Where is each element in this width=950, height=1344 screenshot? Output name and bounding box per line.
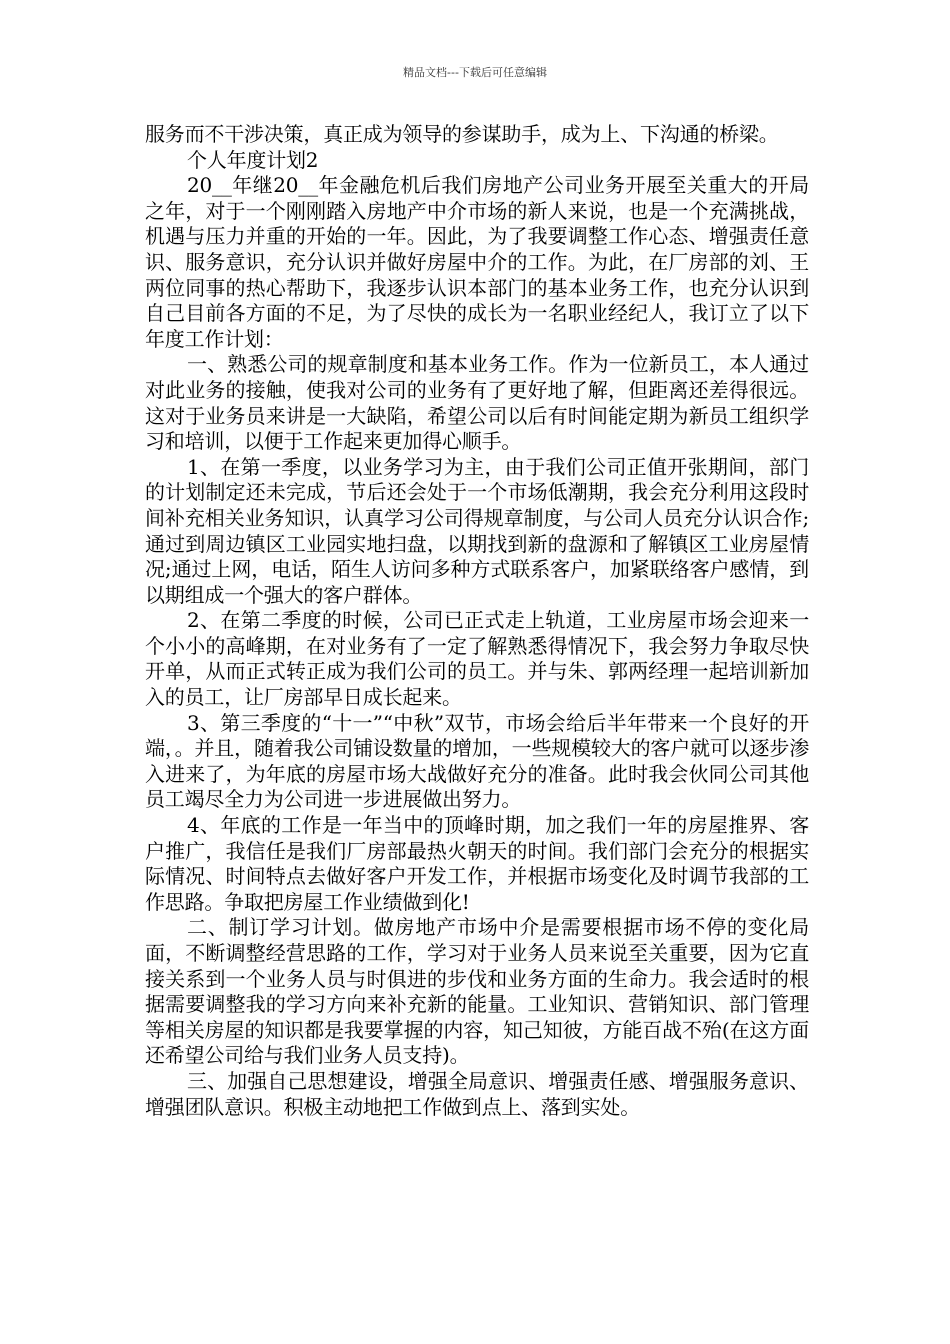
section-title: 个人年度计划2 (187, 147, 319, 172)
paragraph-quarter-one: 1、在第一季度，以业务学习为主，由于我们公司正值开张期间，部门的计划制定还未完成，节后还会处于一个市场低潮期，我会充分利用这段时间补充相关业务知识，认真学习公司得规章制度，与公司人员充分认识合作;通过到周边镇区工业园实地扫盘，以期找到新的盘源和了解镇区工业房屋情况;通过上网，电话，陌生人访问多种方式联系客户，加紧联络客户感情，到以期组成一个强大的客户群体。 (145, 454, 809, 607)
paragraph-quarter-three: 3、第三季度的“十一”“中秋”双节，市场会给后半年带来一个良好的开端，。并且，随着我公司铺设数量的增加，一些规模较大的客户就可以逐步渗入进来了，为年底的房屋市场大战做好充分的准备。此时我会伙同公司其他员工竭尽全力为公司进一步进展做出努力。 (145, 710, 809, 812)
paragraph-quarter-two: 2、在第二季度的时候，公司已正式走上轨道，工业房屋市场会迎来一个小小的高峰期，在对业务有了一定了解熟悉得情况下，我会努力争取尽快开单，从而正式转正成为我们公司的员工。并与朱、郭两经理一起培训新加入的员工，让厂房部早日成长起来。 (145, 608, 809, 710)
page-header: 精品文档---下载后可任意编辑 (403, 66, 547, 79)
paragraph-point-three: 三、加强自己思想建设，增强全局意识、增强责任感、增强服务意识、增强团队意识。积极主动地把工作做到点上、落到实处。 (145, 1068, 809, 1119)
document-body (145, 122, 809, 1120)
paragraph-continuation: 服务而不干涉决策，真正成为领导的参谋助手，成为上、下沟通的桥梁。 (145, 122, 779, 146)
paragraph-intro: 20__年继20__年金融危机后我们房地产公司业务开展至关重大的开局之年，对于一个刚刚踏入房地产中介市场的新人来说，也是一个充满挑战，机遇与压力并重的开始的一年。因此，为了我要调整工作心态、增强责任意识、服务意识，充分认识并做好房屋中介的工作。为此，在厂房部的刘、王两位同事的热心帮助下，我逐步认识本部门的基本业务工作，也充分认识到自己目前各方面的不足，为了尽快的成长为一名职业经纪人，我订立了以下年度工作计划： (145, 173, 809, 351)
paragraph-point-one: 一、熟悉公司的规章制度和基本业务工作。作为一位新员工，本人通过对此业务的接触，使我对公司的业务有了更好地了解，但距离还差得很远。这对于业务员来讲是一大缺陷，希望公司以后有时间能定期为新员工组织学习和培训，以便于工作起来更加得心顺手。 (145, 352, 809, 454)
paragraph-quarter-four: 4、年底的工作是一年当中的顶峰时期，加之我们一年的房屋推界、客户推广，我信任是我们厂房部最热火朝天的时间。我们部门会充分的根据实际情况、时间特点去做好客户开发工作，并根据市场变化及时调节我部的工作思路。争取把房屋工作业绩做到化! (145, 813, 809, 914)
paragraph-point-two: 二、制订学习计划。做房地产市场中介是需要根据市场不停的变化局面，不断调整经营思路的工作，学习对于业务人员来说至关重要，因为它直接关系到一个业务人员与时俱进的步伐和业务方面的生命力。我会适时的根据需要调整我的学习方向来补充新的能量。工业知识、营销知识、部门管理等相关房屋的知识都是我要掌握的内容，知己知彼，方能百战不殆(在这方面还希望公司给与我们业务人员支持)。 (145, 915, 809, 1068)
